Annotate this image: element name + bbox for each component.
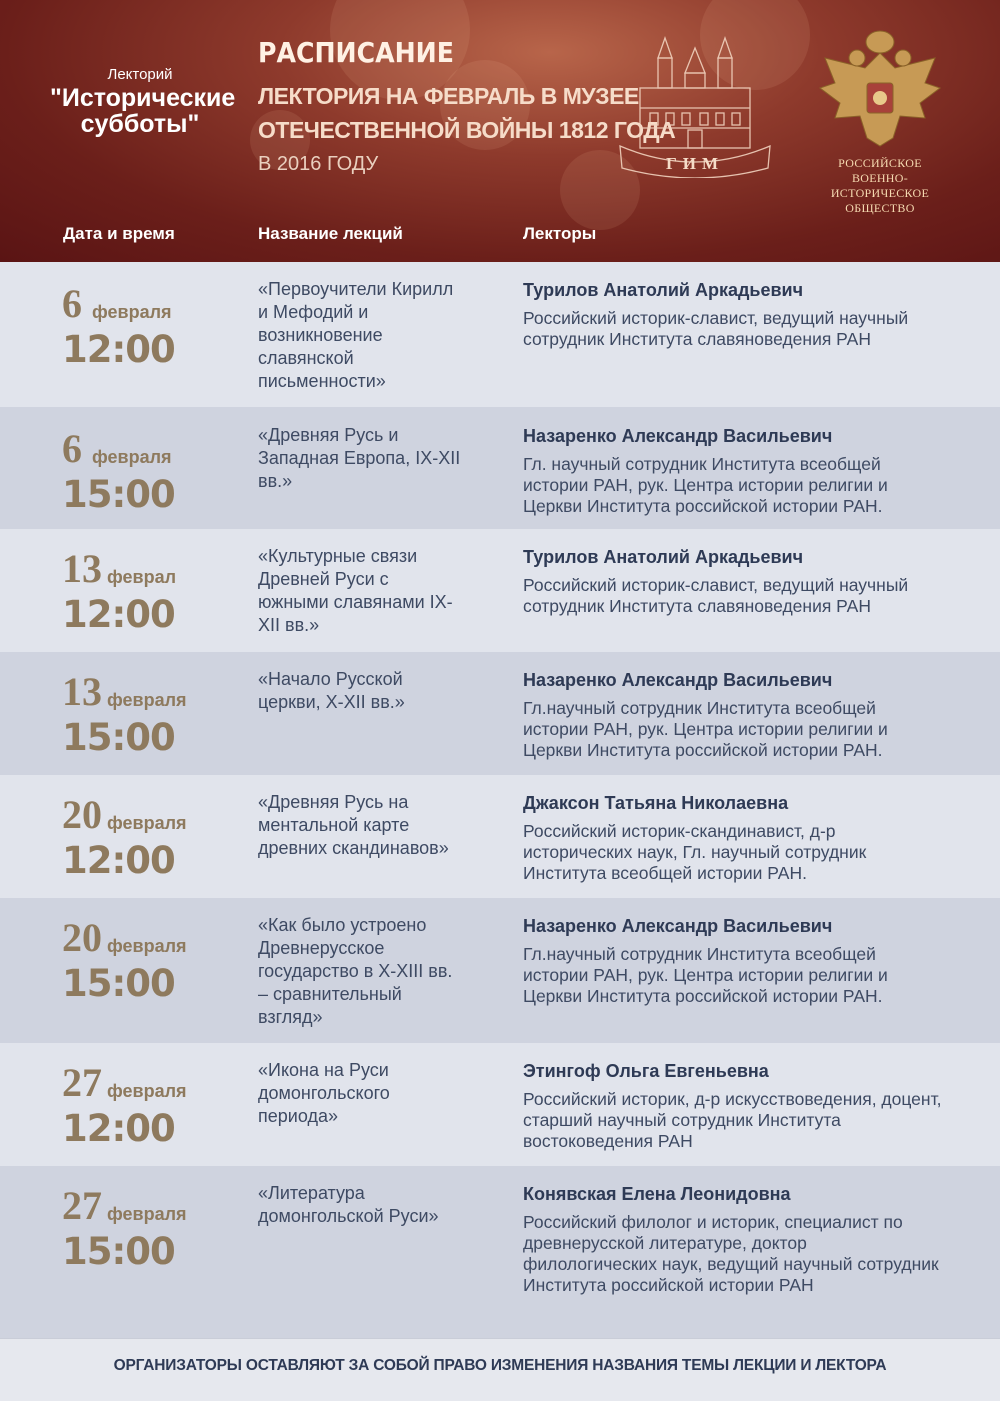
lectorium-name: "Исторические субботы": [50, 84, 236, 138]
day-number: 6: [62, 281, 82, 326]
lecture-title: «Как было устроено Древнерусское государство в X-XIII вв. – сравнительный взгляд»: [258, 915, 453, 1027]
rvio-name: [805, 156, 955, 216]
lecture-title: «Икона на Руси домонгольского периода»: [258, 1060, 390, 1126]
lecturer-name: Назаренко Александр Васильевич: [523, 426, 833, 446]
rvio-line-3: ОБЩЕСТВО: [845, 201, 915, 215]
lecturer-info: [523, 668, 943, 761]
table-row: [0, 652, 1000, 775]
gim-logo: [610, 28, 780, 178]
month-label: февраля: [92, 447, 172, 467]
column-header-lecturers: Лекторы: [523, 224, 597, 243]
time-label: 15:00: [62, 962, 175, 1005]
lecturer-info: [523, 545, 943, 617]
lecturer-name: Конявская Елена Леонидовна: [523, 1184, 791, 1204]
table-row: [0, 775, 1000, 898]
lecturer-info: [523, 1059, 943, 1152]
lecturer-description: Гл.научный сотрудник Института всеобщей истории РАН, рук. Центра истории религии и Церкви Института российской истории РАН.: [523, 944, 888, 1006]
footer: [0, 1338, 1000, 1401]
time-label: 12:00: [62, 839, 175, 882]
lecturer-description: Российский филолог и историк, специалист по древнерусской литературе, доктор филологических наук, ведущий научный сотрудник Института российской истории РАН: [523, 1212, 939, 1295]
lecturer-description: Российский историк, д-р искусствоведения, доцент, старший научный сотрудник Института востоковедения РАН: [523, 1089, 942, 1151]
month-label: февраля: [107, 1204, 187, 1224]
disclaimer-note: ОРГАНИЗАТОРЫ ОСТАВЛЯЮТ ЗА СОБОЙ ПРАВО ИЗМЕНЕНИЯ НАЗВАНИЯ ТЕМЫ ЛЕКЦИИ И ЛЕКТОРА: [113, 1357, 887, 1374]
day-number: 13: [62, 546, 102, 591]
month-label: февраля: [107, 690, 187, 710]
header-banner: [0, 0, 1000, 262]
year-label: В 2016 ГОДУ: [258, 153, 379, 175]
lecturer-description: Гл. научный сотрудник Института всеобщей истории РАН, рук. Центра истории религии и Церкви Института российской истории РАН.: [523, 454, 888, 516]
lecturer-description: Гл.научный сотрудник Института всеобщей истории РАН, рук. Центра истории религии и Церкви Института российской истории РАН.: [523, 698, 888, 760]
month-label: феврал: [107, 567, 177, 587]
lectorium-label: Лекторий: [107, 66, 173, 83]
table-row: [0, 1043, 1000, 1166]
subtitle-line-1: ЛЕКТОРИЯ НА ФЕВРАЛЬ В МУЗЕЕ: [258, 83, 639, 109]
lecture-title: «Древняя Русь на ментальной карте древних скандинавов»: [258, 792, 449, 858]
day-number: 27: [62, 1060, 102, 1105]
lecturer-name: Этингоф Ольга Евгеньевна: [523, 1061, 769, 1081]
lecturer-description: Российский историк-славист, ведущий научный сотрудник Института славяноведения РАН: [523, 308, 909, 349]
month-label: февраля: [107, 936, 187, 956]
day-number: 20: [62, 792, 102, 837]
lectorium-title: [50, 66, 236, 138]
subtitle-line-2: ОТЕЧЕСТВЕННОЙ ВОЙНЫ 1812 ГОДА: [258, 117, 676, 143]
lecturer-name: Джаксон Татьяна Николаевна: [523, 793, 789, 813]
table-row: [0, 529, 1000, 652]
lecturer-info: [523, 424, 943, 517]
rvio-line-2: ВОЕННО-ИСТОРИЧЕСКОЕ: [830, 171, 930, 200]
month-label: февраля: [107, 1081, 187, 1101]
rvio-line-1: РОССИЙСКОЕ: [838, 156, 922, 170]
lecture-title: «Литература домонгольской Руси»: [258, 1183, 439, 1226]
gim-label: ГИМ: [665, 154, 725, 173]
table-row: [0, 407, 1000, 529]
day-number: 13: [62, 669, 102, 714]
column-header-date: Дата и время: [63, 224, 175, 243]
time-label: 12:00: [62, 328, 175, 371]
time-label: 15:00: [62, 716, 175, 759]
lecturer-name: Назаренко Александр Васильевич: [523, 916, 833, 936]
lecturer-info: [523, 278, 943, 350]
lecture-title: «Начало Русской церкви, X-XII вв.»: [258, 669, 405, 712]
time-label: 15:00: [62, 1230, 175, 1273]
lecturer-name: Турилов Анатолий Аркадьевич: [523, 547, 804, 567]
table-row: [0, 262, 1000, 407]
lecture-title: «Первоучители Кирилл и Мефодий и возникновение славянской письменности»: [258, 279, 454, 391]
museum-building-icon: [610, 28, 780, 178]
lecturer-info: [523, 791, 943, 884]
time-label: 15:00: [62, 473, 175, 516]
month-label: февраля: [107, 813, 187, 833]
day-number: 27: [62, 1183, 102, 1228]
table-row: [0, 898, 1000, 1043]
lecture-title: «Культурные связи Древней Руси с южными славянами IX-XII вв.»: [258, 546, 453, 635]
month-label: февраля: [92, 302, 172, 322]
day-number: 20: [62, 915, 102, 960]
table-row: [0, 1166, 1000, 1338]
lecture-title: «Древняя Русь и Западная Европа, IX-XII вв.»: [258, 425, 461, 491]
page-title: РАСПИСАНИЕ: [258, 36, 454, 69]
lecturer-info: [523, 914, 943, 1007]
time-label: 12:00: [62, 1107, 175, 1150]
double-eagle-icon: [805, 28, 955, 153]
day-number: 6: [62, 426, 82, 471]
time-label: 12:00: [62, 593, 175, 636]
rvio-logo: [805, 28, 955, 215]
lecturer-name: Назаренко Александр Васильевич: [523, 670, 833, 690]
schedule-table: [0, 262, 1000, 1338]
lecturer-description: Российский историк-скандинавист, д-р исторических наук, Гл. научный сотрудник Института всеобщей истории РАН.: [523, 821, 867, 883]
lecturer-description: Российский историк-славист, ведущий научный сотрудник Института славяноведения РАН: [523, 575, 909, 616]
lecturer-name: Турилов Анатолий Аркадьевич: [523, 280, 804, 300]
lecturer-info: [523, 1182, 943, 1296]
column-header-title: Название лекций: [258, 224, 403, 243]
